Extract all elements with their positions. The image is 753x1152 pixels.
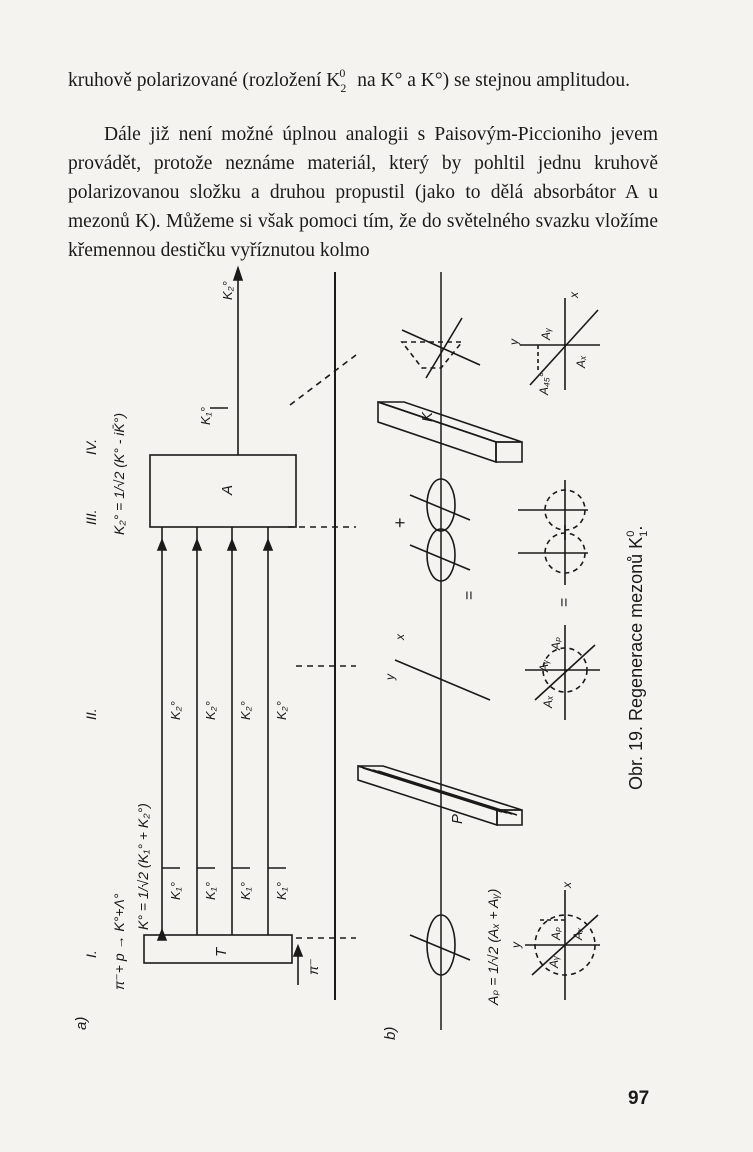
label-part-b: b) xyxy=(382,1026,399,1040)
label-x-mid: x xyxy=(393,634,407,640)
label-ax-top: Aₓ xyxy=(574,355,588,368)
paragraph-2: Dále již není možné úplnou analogii s Paisovým-Piccioniho jevem provádět, protože neznáme materiál, který by pohltil jednu kruhově polarizovanou složku a druhou propustil (jako to dělá absorbátor A u mezonů K). Můžeme si však pomoci tím, že do světelného svazku vložíme křemennou destičku vyříznutou kolmo xyxy=(68,124,658,261)
linear-polarization xyxy=(395,660,490,700)
label-pion: π⁻ xyxy=(305,958,321,975)
label-k1-beam-3: K₁° xyxy=(238,882,253,900)
label-x-bottom: x xyxy=(560,882,574,888)
label-box-a: A xyxy=(219,484,236,495)
caption-sub: 1 xyxy=(638,530,650,537)
label-eq-k2: K₂° = 1/√2 (K° - iK̄°) xyxy=(111,412,127,535)
label-ay-bottom: Aᵧ xyxy=(547,955,561,968)
label-stage-4: IV. xyxy=(83,438,99,455)
coord-plot-ellipses xyxy=(518,480,588,585)
label-a45: A₄₅° xyxy=(537,372,551,395)
p1-superscript: 0 xyxy=(339,66,346,80)
paragraph-1 xyxy=(68,66,658,97)
label-k1-out: K₁° xyxy=(198,407,213,425)
page-number: 97 xyxy=(628,1088,650,1109)
label-x-top: x xyxy=(567,292,581,298)
label-equals-1: = xyxy=(461,590,478,600)
label-eq-k0: K° = 1/√2 (K₁° + K₂°) xyxy=(135,803,151,930)
label-box-k: K xyxy=(419,411,436,422)
label-ap-mid: Aₚ xyxy=(549,636,563,650)
label-box-t: T xyxy=(213,947,230,957)
label-plus: + xyxy=(390,517,410,528)
caption-text: Obr. 19. Regenerace mezonů K xyxy=(626,536,646,790)
label-ay-top: Aᵧ xyxy=(539,327,553,340)
figure-caption xyxy=(625,526,650,790)
final-polarization-dashed xyxy=(402,342,462,368)
label-ax-bottom: Aₓ xyxy=(571,927,585,940)
p1-subscript: 2 xyxy=(340,81,347,95)
svg-text:Obr. 19. Regenerace mezonů K10 xyxy=(625,526,650,790)
label-ap-bottom: Aₚ xyxy=(549,926,563,940)
label-k1-beam-4: K₁° xyxy=(274,882,289,900)
label-y-bottom: y xyxy=(509,942,523,948)
label-y-top: y xyxy=(507,339,521,345)
label-eq-ap: Aₚ = 1/√2 (Aₓ + Aᵧ) xyxy=(485,888,501,1005)
label-k1-beam-2: K₁° xyxy=(203,882,218,900)
dashed-arrow-k xyxy=(290,355,356,405)
label-k2-beam-4: K₂° xyxy=(274,701,289,720)
label-stage-3: III. xyxy=(83,509,99,525)
label-k2-beam-2: K₂° xyxy=(203,701,218,720)
label-stage-1: I. xyxy=(83,950,99,958)
label-y-mid: y xyxy=(383,674,397,680)
kaon-beams xyxy=(158,527,272,940)
coord-plot-top xyxy=(520,298,600,390)
label-part-a: a) xyxy=(73,1016,90,1030)
label-k2-beam-1: K₂° xyxy=(168,701,183,720)
label-equals-2: = xyxy=(556,597,573,607)
label-box-p: P xyxy=(449,813,466,824)
coord-plot-bottom xyxy=(525,890,600,1000)
label-stage-2: II. xyxy=(83,708,99,720)
p1-text-post: na K° a K°) se stejnou amplitudou. xyxy=(352,70,631,91)
label-ay-mid: Aᵧ xyxy=(537,659,551,672)
p1-text-pre: kruhově polarizované (rozložení K xyxy=(68,70,341,91)
caption-end: . xyxy=(626,525,646,531)
label-reaction: π⁻+ p → K°+Λ° xyxy=(111,893,127,990)
label-ax-mid: Aₓ xyxy=(541,695,555,708)
figure-19 xyxy=(0,262,753,1062)
polarizer-plate xyxy=(358,766,522,825)
label-k2-beam-3: K₂° xyxy=(238,701,253,720)
quartz-plate-k xyxy=(378,402,522,462)
label-k1-beam-1: K₁° xyxy=(168,882,183,900)
label-k2-out: K₂° xyxy=(220,281,235,300)
caption-sup: 0 xyxy=(625,530,637,537)
